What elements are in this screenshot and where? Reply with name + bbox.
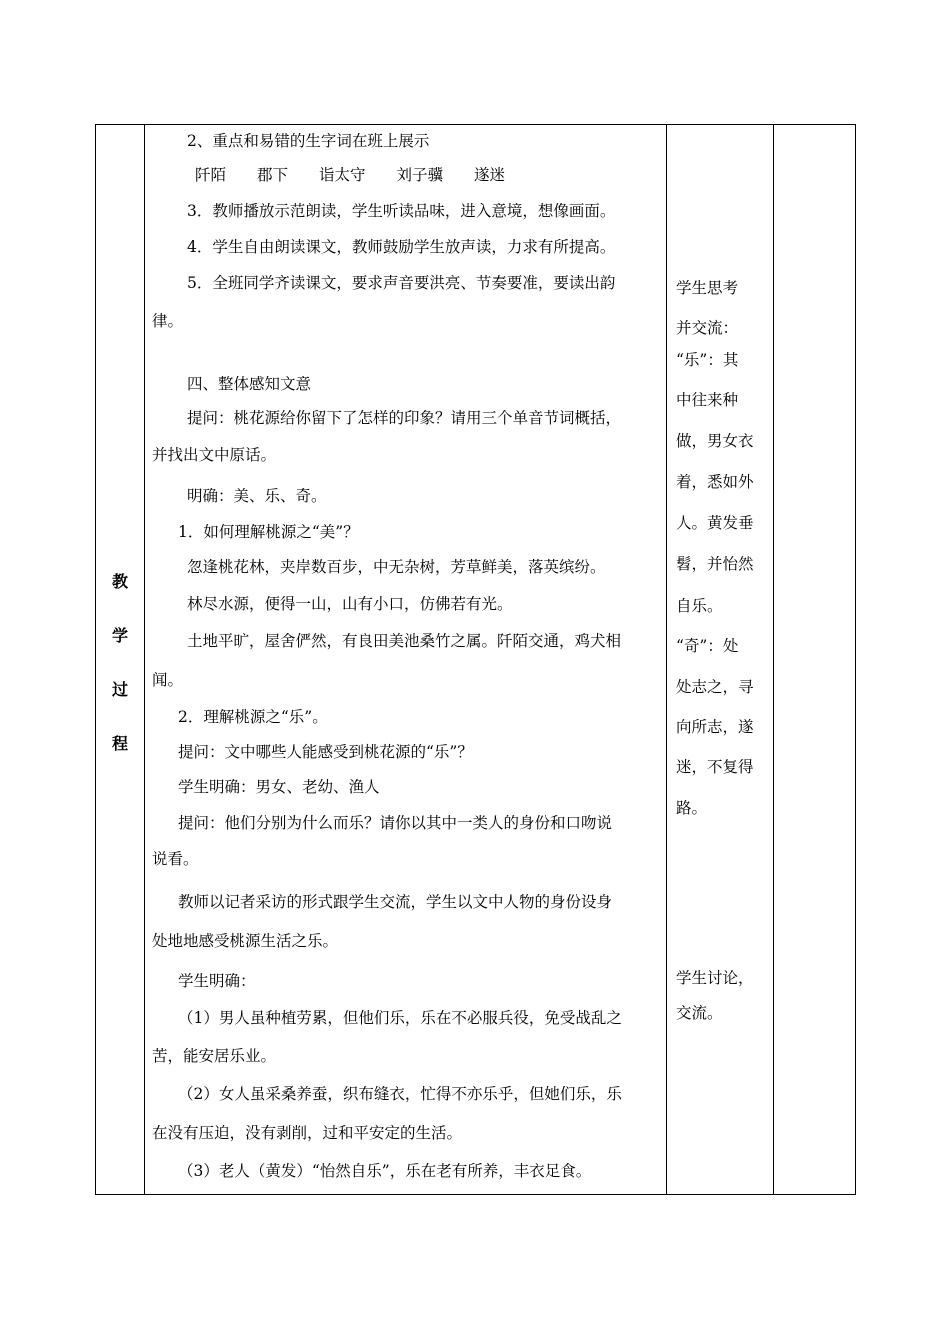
content-line: 忽逢桃花林，夹岸数百步，中无杂树，芳草鲜美，落英缤纷。 xyxy=(187,558,606,576)
content-line: 律。 xyxy=(152,312,184,330)
content-line: 1．如何理解桃源之“美”？ xyxy=(178,523,359,541)
section-heading: 四、整体感知文意 xyxy=(187,375,312,393)
content-line: 2、重点和易错的生字词在班上展示 xyxy=(187,132,430,150)
note-line: 迷，不复得 xyxy=(676,758,754,776)
note-line: 路。 xyxy=(676,799,708,817)
content-line: 2．理解桃源之“乐”。 xyxy=(178,708,328,726)
note-line: “奇”：处 xyxy=(676,637,739,655)
note-line: 学生讨论， xyxy=(676,969,754,987)
content-line: 提问：文中哪些人能感受到桃花源的“乐”？ xyxy=(178,743,473,761)
row-label-char: 过 xyxy=(111,680,128,699)
column-divider xyxy=(666,125,667,1194)
row-label-char: 程 xyxy=(111,734,128,753)
content-line: 说看。 xyxy=(152,850,199,868)
content-line: 土地平旷，屋舍俨然，有良田美池桑竹之属。阡陌交通，鸡犬相 xyxy=(187,632,622,650)
column-divider xyxy=(773,125,774,1194)
content-line: 学生明确： xyxy=(178,972,256,990)
content-line: 提问：他们分别为什么而乐？请你以其中一类人的身份和口吻说 xyxy=(178,814,613,832)
content-line: 5．全班同学齐读课文，要求声音要洪亮、节奏要准，要读出韵 xyxy=(187,274,616,292)
content-line: 处地地感受桃源生活之乐。 xyxy=(152,932,339,950)
content-line: （1）男人虽种植劳累，但他们乐，乐在不必服兵役，免受战乱之 xyxy=(178,1009,622,1027)
content-line: 教师以记者采访的形式跟学生交流，学生以文中人物的身份设身 xyxy=(178,893,613,911)
row-label-teaching-process xyxy=(96,555,144,771)
content-line: 并找出文中原话。 xyxy=(152,446,277,464)
content-line: （3）老人（黄发）“怡然自乐”，乐在老有所养，丰衣足食。 xyxy=(178,1162,592,1180)
note-line: 向所志，遂 xyxy=(676,718,754,736)
row-label-char: 教 xyxy=(111,572,128,591)
content-line: 阡陌 郡下 诣太守 刘子骥 遂迷 xyxy=(195,166,506,184)
lesson-table xyxy=(95,124,856,1195)
content-line: 学生明确：男女、老幼、渔人 xyxy=(178,778,380,796)
note-line: 交流。 xyxy=(676,1004,723,1022)
note-line: 自乐。 xyxy=(676,597,723,615)
note-line: 并交流： xyxy=(676,319,739,337)
content-line: 明确：美、乐、奇。 xyxy=(187,487,327,505)
note-line: 人。黄发垂 xyxy=(676,514,754,532)
note-line: 学生思考 xyxy=(676,279,739,297)
note-line: 中往来种 xyxy=(676,391,739,409)
row-label-char: 学 xyxy=(111,626,128,645)
note-line: “乐”：其 xyxy=(676,351,739,369)
note-line: 做，男女衣 xyxy=(676,432,754,450)
note-line: 髫，并怡然 xyxy=(676,555,754,573)
note-line: 着，悉如外 xyxy=(676,473,754,491)
content-line: （2）女人虽采桑养蚕，织布缝衣，忙得不亦乐乎，但她们乐，乐 xyxy=(178,1085,622,1103)
content-line: 提问：桃花源给你留下了怎样的印象？请用三个单音节词概括， xyxy=(187,409,622,427)
content-line: 林尽水源，便得一山，山有小口，仿佛若有光。 xyxy=(187,595,513,613)
content-line: 4．学生自由朗读课文，教师鼓励学生放声读，力求有所提高。 xyxy=(187,238,616,256)
content-line: 苦，能安居乐业。 xyxy=(152,1047,277,1065)
content-line: 闻。 xyxy=(152,671,184,689)
content-line: 3．教师播放示范朗读，学生听读品味，进入意境，想像画面。 xyxy=(187,202,616,220)
content-line: 在没有压迫，没有剥削，过和平安定的生活。 xyxy=(152,1124,463,1142)
column-divider xyxy=(144,125,145,1194)
note-line: 处志之，寻 xyxy=(676,678,754,696)
